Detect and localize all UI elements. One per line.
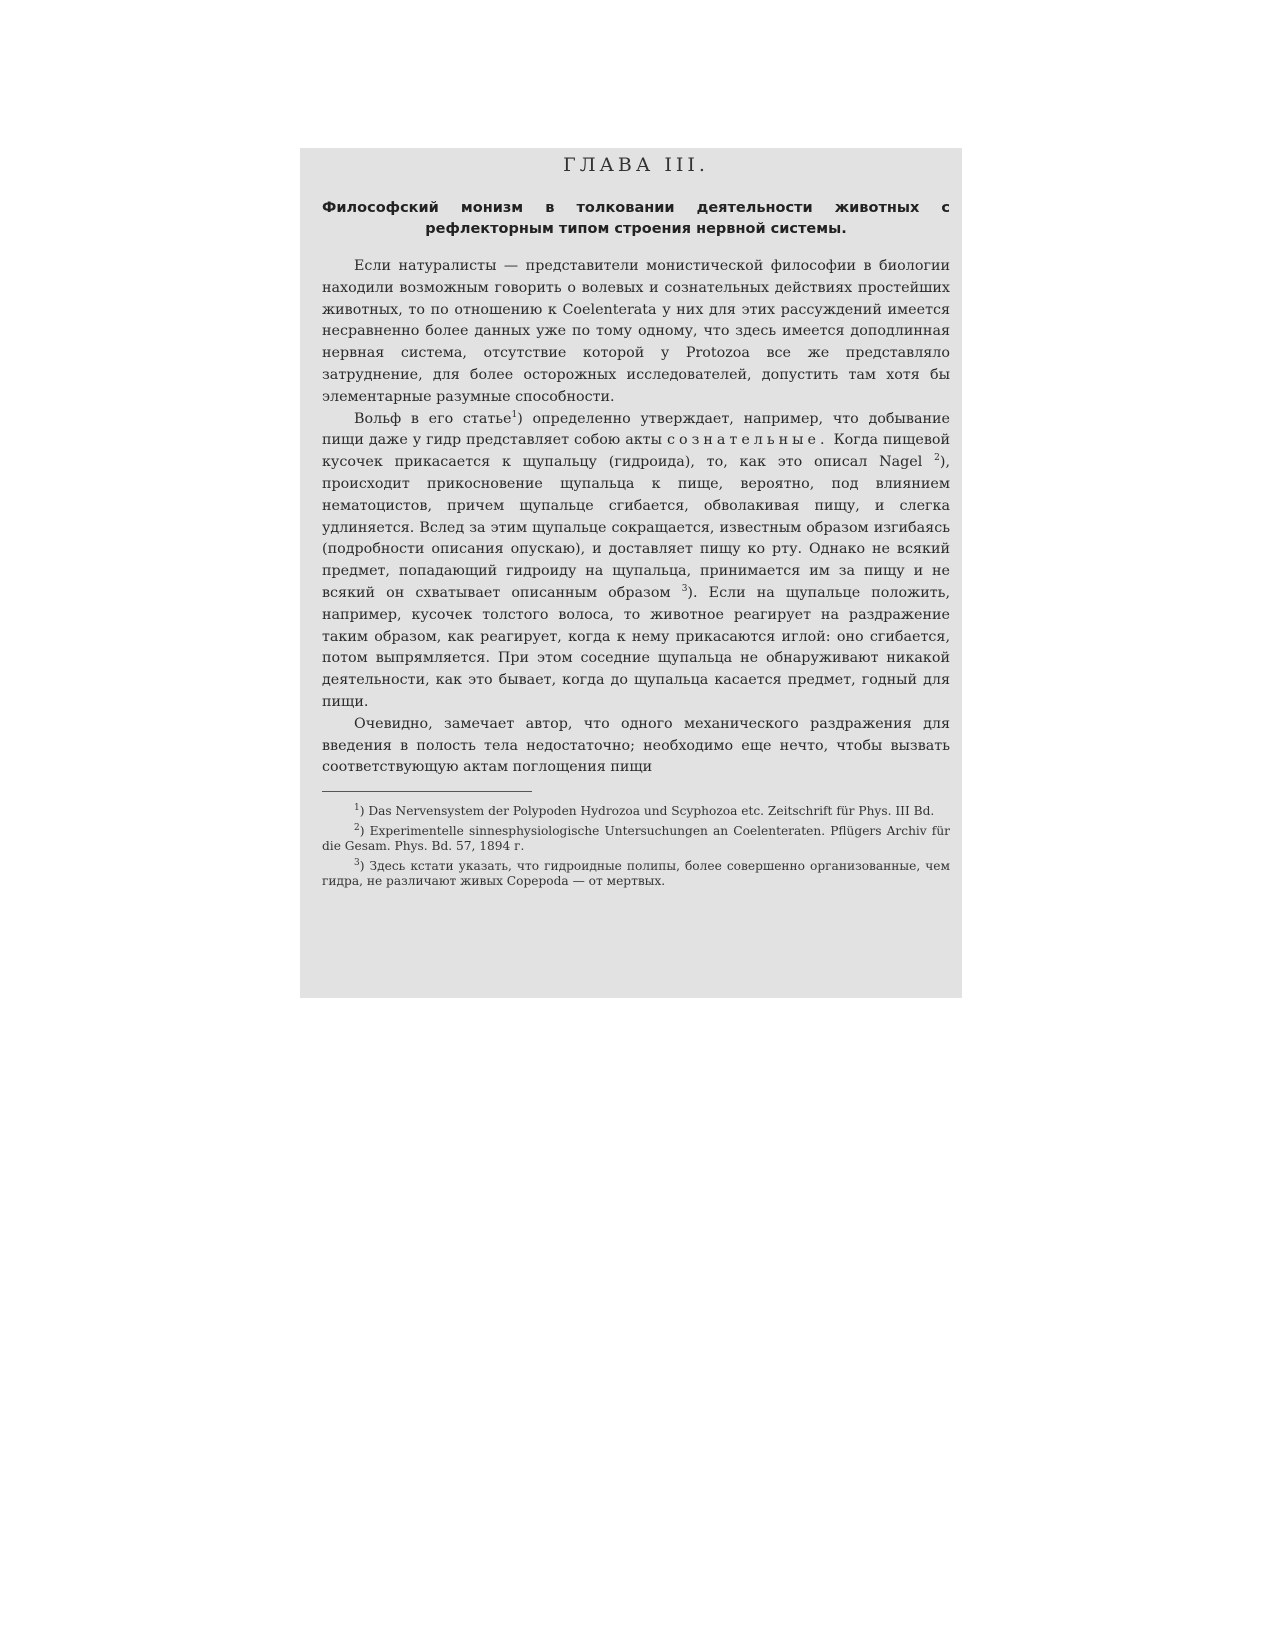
footnote-2-number: 2 <box>354 822 360 833</box>
footnote-3-number: 3 <box>354 857 360 868</box>
footnote-ref-2: 2 <box>934 453 940 464</box>
footnote-1 <box>322 804 950 820</box>
scanned-page <box>300 148 962 998</box>
footnote-divider <box>322 791 532 792</box>
footnote-1-number: 1 <box>354 803 360 814</box>
paragraph-2-text-b: ) определенно утверждает, например, что добывание пищи даже у гидр представляет собою акты <box>322 410 950 449</box>
chapter-title: ГЛАВА III. <box>563 154 709 176</box>
footnote-2 <box>322 824 950 855</box>
footnote-ref-3: 3 <box>681 584 688 595</box>
footnote-2-text: ) Experimentelle sinnesphysiologische Untersuchungen an Coelenteraten. Pflügers Archiv für die Gesam. Phys. Bd. 57, 1894 г. <box>322 823 950 854</box>
paragraph-3: Очевидно, замечает автор, что одного механического раздражения для введения в полость тела недостаточно; необходимо еще нечто, чтобы вызвать соответствующую актам поглощения пищи <box>322 715 950 776</box>
spaced-emphasis: сознательные. <box>666 432 829 449</box>
paragraph-1: Если натуралисты — представители монистической философии в биологии находили возможным говорить о волевых и сознательных действиях простейших животных, то по отношению к Coelenterata у них для этих рассуждений имеется несравненно более данных уже по тому одному, что здесь имеется доподлинная нервная система, отсутствие которой у Protozoa все же представляло затруднение, для более осторожных исследователей, допустить там хотя бы элементарные разумные способности. <box>322 258 950 405</box>
paragraph-2-text-c: Когда пищевой кусочек прикасается к щупальцу (гидроида), то, как это описал Nagel <box>322 432 951 471</box>
footnote-3-text: ) Здесь кстати указать, что гидроидные полипы, более совершенно организованные, чем гидра, не различают живых Copepoda — от мертвых. <box>322 858 950 889</box>
paragraph-2-text-a: Вольф в его статье <box>354 410 512 427</box>
paragraph-2-text-d: ), происходит прикосновение щупальца к пище, вероятно, под влиянием нематоцистов, причем щупальце сгибается, обволакивая пищу, и слегка удлиняется. Вслед за этим щупальце сокращается, известным образом изгибаясь (подробности описания опускаю), и доставляет пищу ко рту. Однако не всякий предмет, попадающий гидроиду на щупальца, принимается им за пищу и не всякий он схватывает описанным образом <box>322 454 950 601</box>
paragraph-2-text-e: ). Если на щупальце положить, например, кусочек толстого волоса, то животное реагирует на раздражение таким образом, как реагирует, когда к нему прикасаются иглой: оно сгибается, потом выпрямляется. При этом соседние щупальца не обнаруживают никакой деятельности, как это бывает, когда до щупальца касается предмет, годный для пищи. <box>322 584 951 710</box>
paragraph-2 <box>322 409 950 714</box>
section-heading: Философский монизм в толковании деятельности животных с рефлекторным типом строения нервной системы. <box>322 200 950 237</box>
footnote-1-text: ) Das Nervensystem der Polypoden Hydrozoa und Scyphozoa etc. Zeitschrift für Phys. III Bd. <box>359 804 935 819</box>
footnote-ref-1: 1 <box>511 409 518 420</box>
footnote-3 <box>322 859 950 890</box>
